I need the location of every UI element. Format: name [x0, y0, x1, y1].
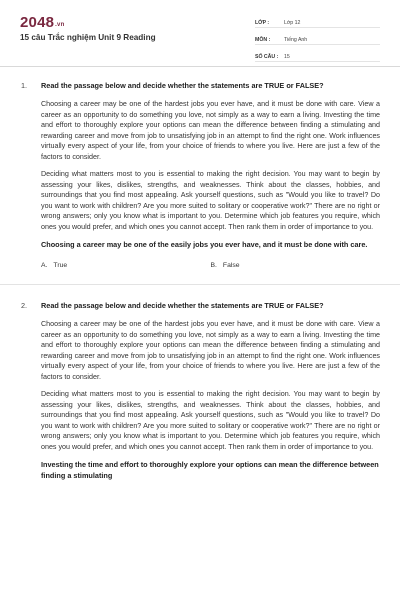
meta-value: Tiếng Anh [284, 37, 308, 43]
question-prompt: Read the passage below and decide whether the statements are TRUE or FALSE? [41, 81, 324, 90]
option-true[interactable] [41, 262, 211, 269]
passage-paragraph: Deciding what matters most to you is essential to making the right decision. You may want to begin by assessing your likes, dislikes, strengths, and weaknesses. Think about the classes, hobbies, and surroundings that you find most appealing. Ask yourself questions, such as "Would you like to travel? Do you want to work with children? Are you more suited to solitary or cooperative work?" There are no right or wrong answers; only you know what is important to you. Determine which job features you require, which ones you would prefer, and which ones you cannot accept. Then rank them in order of importance to you. [41, 390, 380, 451]
answer-options [41, 262, 380, 269]
option-text: True [53, 262, 68, 269]
meta-label: LỚP : [255, 20, 270, 26]
question-statement: Choosing a career may be one of the easily jobs you ever have, and it must be done with care. [41, 240, 368, 249]
option-letter: A. [41, 262, 48, 269]
question-2 [0, 284, 400, 481]
meta-value: Lớp 12 [284, 20, 301, 26]
quiz-content [0, 66, 400, 493]
meta-value: 15 [284, 54, 290, 60]
passage-paragraph: Deciding what matters most to you is essential to making the right decision. You may want to begin by assessing your likes, dislikes, strengths, and weaknesses. Think about the classes, hobbies, and surroundings that you find most appealing. Ask yourself questions, such as "Would you like to travel? Do you want to work with children? Are you more suited to solitary or cooperative work?" There are no right or wrong answers; only you know what is important to you. Determine which job features you require, which ones you would prefer, and which ones you cannot accept. Then rank them in order of importance to you. [41, 170, 380, 231]
page-header [0, 0, 400, 67]
question-number: 2. [21, 301, 28, 310]
option-letter: B. [210, 262, 217, 269]
question-prompt: Read the passage below and decide whether the statements are TRUE or FALSE? [41, 301, 324, 310]
logo-suffix: .vn [55, 22, 65, 28]
meta-row-subject [255, 30, 380, 45]
meta-table [255, 13, 380, 64]
meta-row-count [255, 47, 380, 62]
question-1 [0, 66, 400, 269]
option-false[interactable] [211, 262, 381, 269]
option-text: False [222, 262, 240, 269]
question-statement: Investing the time and effort to thoroughly explore your options can mean the difference between finding a stimulating [41, 460, 379, 480]
passage-paragraph: Choosing a career may be one of the hardest jobs you ever have, and it must be done with care. View a career as an opportunity to do something you love, not simply as a way to earn a living. Investing the time and effort to thoroughly explore your options can mean the difference between finding a stimulating and rewarding career and move from job to unsatisfying job in an attempt to find the right one. Work influences virtually every aspect of your life, from your choice of friends to where you live. Here are just a few of the factors to consider. [41, 100, 380, 161]
logo-text: 2048 [20, 14, 55, 31]
site-logo[interactable] [20, 14, 64, 31]
passage-paragraph: Choosing a career may be one of the hardest jobs you ever have, and it must be done with care. View a career as an opportunity to do something you love, not simply as a way to earn a living. Investing the time and effort to thoroughly explore your options can mean the difference between finding a stimulating and rewarding career and move from job to unsatisfying job in an attempt to find the right one. Work influences virtually every aspect of your life, from your choice of friends to where you live. Here are just a few of the factors to consider. [41, 320, 380, 381]
meta-row-class [255, 13, 380, 28]
meta-label: SỐ CÂU : [255, 54, 279, 60]
question-number: 1. [21, 81, 28, 90]
meta-label: MÔN : [255, 37, 271, 43]
page-title: 15 câu Trắc nghiệm Unit 9 Reading [20, 33, 156, 42]
